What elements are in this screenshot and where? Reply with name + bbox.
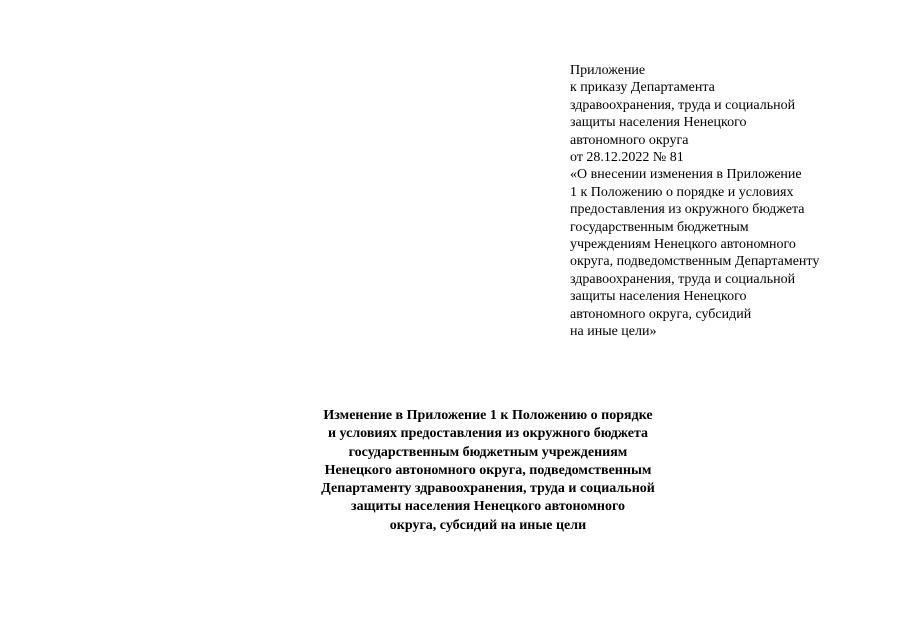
title-line: защиты населения Ненецкого автономного [351, 499, 625, 515]
title-line: Ненецкого автономного округа, подведомственным [324, 462, 652, 478]
appendix-line: государственным бюджетным [570, 219, 749, 235]
appendix-header [570, 62, 870, 341]
title-line: Изменение в Приложение 1 к Положению о порядке [323, 408, 653, 423]
appendix-line: автономного округа, субсидий [570, 306, 752, 322]
appendix-line: округа, подведомственным Департаменту [570, 254, 820, 270]
appendix-line: здравоохранения, труда и социальной [570, 271, 796, 287]
appendix-line: на иные цели» [570, 324, 657, 340]
title-line: Департаменту здравоохранения, труда и социальной [321, 481, 655, 497]
appendix-line: защиты населения Ненецкого [570, 289, 747, 305]
title-line: округа, субсидий на иные цели [389, 517, 587, 533]
appendix-line: к приказу Департамента [570, 80, 715, 96]
appendix-line: «О внесении изменения в Приложение [570, 167, 802, 183]
title-line: государственным бюджетным учреждениям [348, 444, 628, 460]
appendix-line: автономного округа [570, 132, 689, 148]
appendix-line: учреждениям Ненецкого автономного [570, 237, 796, 253]
appendix-line: предоставления из окружного бюджета [570, 202, 805, 218]
document-title [290, 407, 686, 535]
appendix-order-date-number: от 28.12.2022 № 81 [570, 150, 684, 166]
appendix-line: 1 к Положению о порядке и условиях [570, 184, 794, 200]
appendix-line: защиты населения Ненецкого [570, 115, 747, 131]
appendix-line: Приложение [570, 63, 646, 78]
title-line: и условиях предоставления из окружного бюджета [327, 426, 649, 442]
appendix-line: здравоохранения, труда и социальной [570, 97, 796, 113]
